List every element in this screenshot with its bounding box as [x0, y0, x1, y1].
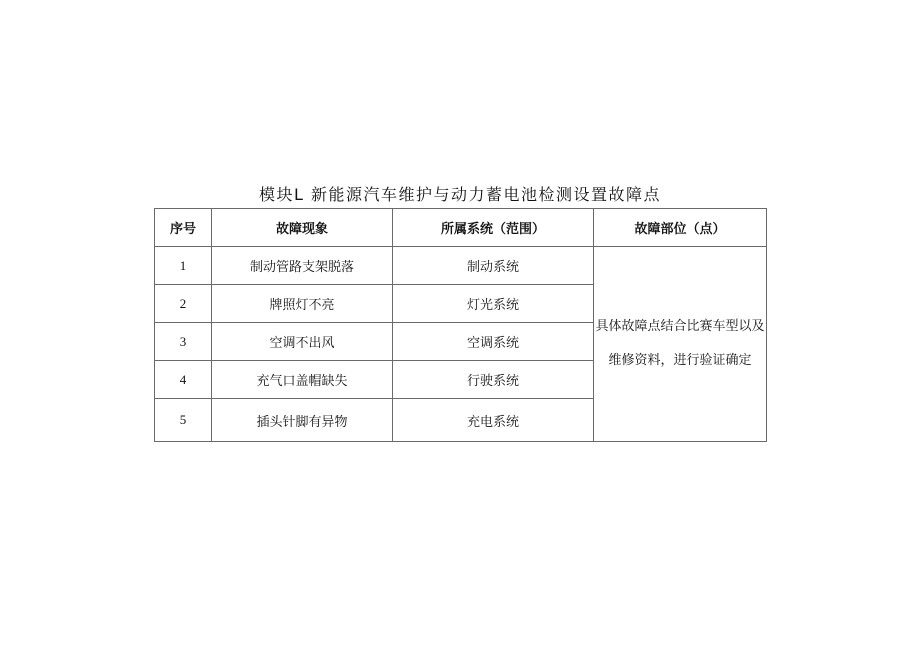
row-phenomenon: 充气口盖帽缺失	[212, 361, 393, 399]
row-system: 充电系统	[393, 399, 594, 442]
row-system: 灯光系统	[393, 285, 594, 323]
row-index: 1	[155, 247, 212, 285]
fault-location-cell	[594, 247, 767, 442]
fault-location-line-1: 具体故障点结合比赛车型以及	[595, 319, 765, 334]
row-phenomenon: 空调不出风	[212, 323, 393, 361]
row-phenomenon: 牌照灯不亮	[212, 285, 393, 323]
row-phenomenon: 插头针脚有异物	[212, 399, 393, 442]
row-system: 制动系统	[393, 247, 594, 285]
table-row	[155, 247, 767, 285]
header-index: 序号	[155, 209, 212, 247]
row-phenomenon: 制动管路支架脱落	[212, 247, 393, 285]
row-index: 2	[155, 285, 212, 323]
header-location: 故障部位（点）	[594, 209, 767, 247]
header-system: 所属系统（范围）	[393, 209, 594, 247]
document-title: 模块L 新能源汽车维护与动力蓄电池检测设置故障点	[258, 185, 661, 204]
row-index: 4	[155, 361, 212, 399]
fault-table	[154, 208, 767, 442]
table-header-row	[155, 209, 767, 247]
row-index: 5	[155, 399, 212, 442]
header-phenomenon: 故障现象	[212, 209, 393, 247]
fault-location-line-2: 维修资料，进行验证确定	[608, 353, 752, 368]
row-system: 行驶系统	[393, 361, 594, 399]
row-index: 3	[155, 323, 212, 361]
row-system: 空调系统	[393, 323, 594, 361]
